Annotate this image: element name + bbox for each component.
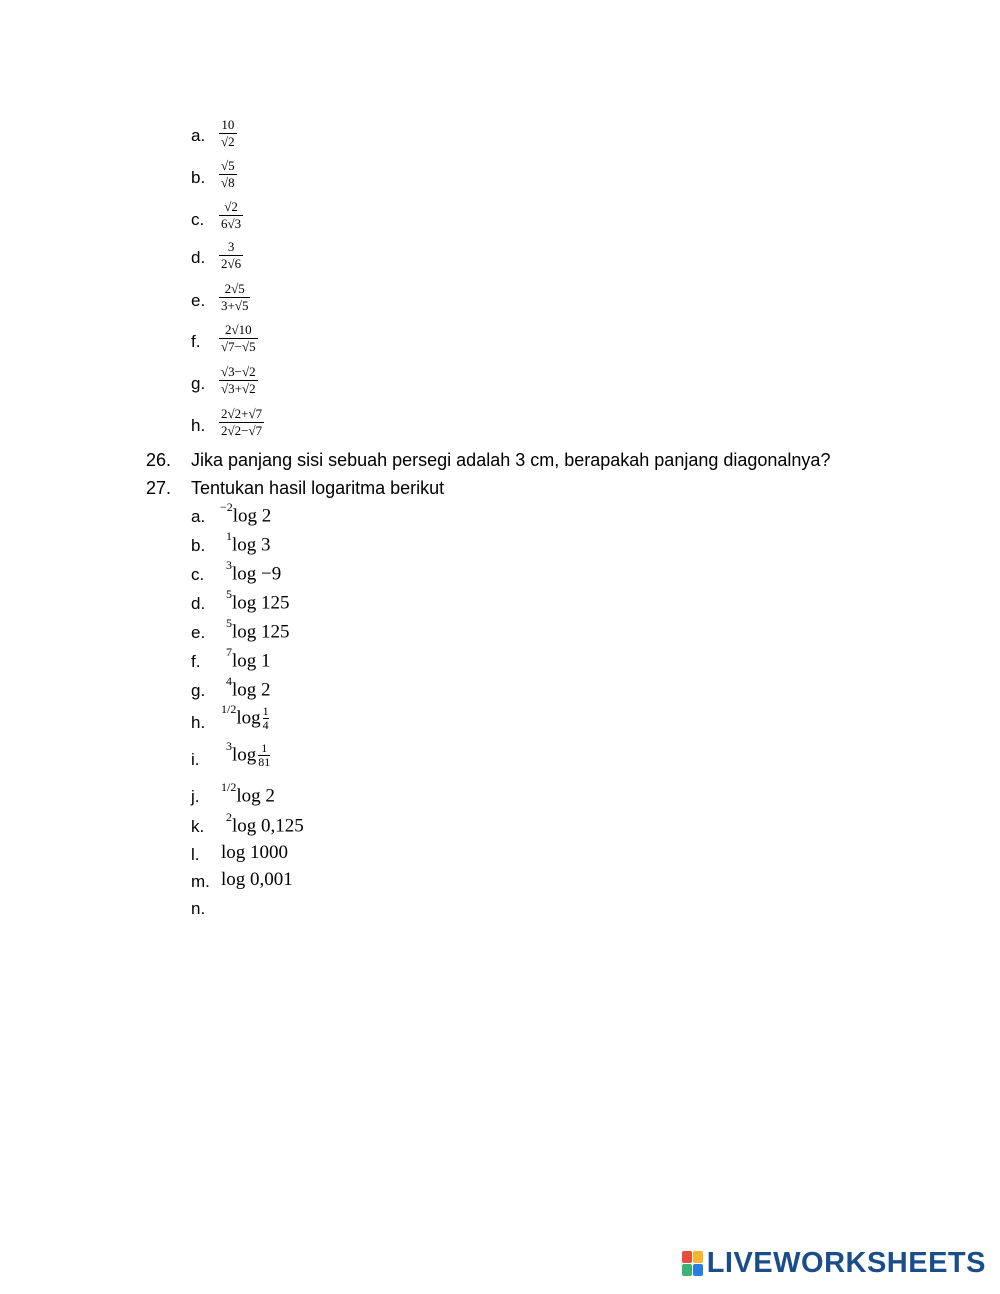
denominator: √7−√5: [221, 339, 256, 354]
item-label: d.: [191, 594, 206, 613]
numerator: 10: [221, 117, 235, 132]
item-label: b.: [191, 536, 206, 555]
numerator: √2: [224, 199, 238, 214]
log-fraction: [258, 742, 270, 769]
log-base: 3: [226, 558, 232, 572]
log-argument: log 125: [232, 592, 290, 614]
log-fraction: [263, 705, 269, 732]
fraction: [219, 365, 258, 396]
log-expression: [220, 500, 272, 527]
numerator: √3−√2: [221, 364, 256, 379]
log-expression: [226, 674, 271, 701]
question-text: Tentukan hasil logaritma berikut: [191, 478, 445, 498]
item-label: h.: [191, 713, 206, 732]
log-base: 1/2: [221, 702, 237, 716]
logo-text: LIVEWORKSHEETS: [706, 1247, 986, 1279]
log-argument: log 0,001: [221, 869, 293, 890]
fraction: [219, 282, 250, 313]
question-number: 26.: [146, 450, 172, 470]
item-label: i.: [191, 750, 200, 769]
numerator: 2√2+√7: [221, 406, 263, 421]
denominator: √8: [221, 175, 235, 190]
fraction: [219, 200, 243, 231]
numerator: 3: [227, 239, 235, 254]
denominator: √3+√2: [221, 381, 256, 396]
log-argument: log 2: [232, 505, 272, 527]
item-label: d.: [191, 248, 206, 267]
logo-block: [693, 1264, 703, 1276]
denominator: 3+√5: [221, 298, 249, 313]
item-label: n.: [191, 899, 206, 918]
fraction: [219, 323, 258, 354]
item-label: k.: [191, 817, 205, 836]
numerator: 1: [262, 704, 269, 719]
denominator: 2√6: [221, 256, 242, 271]
numerator: 2√5: [224, 281, 245, 296]
log-base: 4: [226, 674, 232, 688]
item-label: a.: [191, 507, 206, 526]
numerator: 1: [261, 741, 268, 756]
item-label: c.: [191, 565, 205, 584]
log-base: 7: [226, 645, 232, 659]
logo-icon: [682, 1251, 703, 1276]
question-number: 27.: [146, 478, 172, 498]
log-argument: log 2: [232, 679, 271, 701]
fraction: [219, 407, 264, 438]
log-base: 5: [226, 587, 232, 601]
fraction: [219, 240, 243, 271]
numerator: √5: [221, 158, 235, 173]
logo-block: [682, 1264, 692, 1276]
log-base: 3: [226, 739, 232, 753]
item-label: g.: [191, 681, 206, 700]
denominator: 2√2−√7: [221, 423, 263, 438]
item-label: c.: [191, 210, 205, 229]
denominator: √2: [221, 134, 235, 149]
log-base: 5: [226, 616, 232, 630]
item-label: l.: [191, 845, 200, 864]
logo-block: [682, 1251, 692, 1263]
log-argument: log: [232, 744, 257, 766]
item-label: h.: [191, 416, 206, 435]
liveworksheets-logo: [682, 1247, 986, 1280]
log-expression: [221, 842, 288, 864]
log-base: −2: [220, 500, 233, 514]
item-label: f.: [191, 332, 201, 351]
denominator: 6√3: [221, 216, 242, 231]
item-label: e.: [191, 623, 206, 642]
item-label: b.: [191, 168, 206, 187]
log-argument: log: [236, 707, 261, 729]
fraction: [219, 159, 237, 190]
question-text: Jika panjang sisi sebuah persegi adalah 3 cm, berapakah panjang diagonalnya?: [191, 450, 831, 470]
log-expression: [226, 558, 282, 585]
log-argument: log 125: [232, 621, 290, 643]
log-argument: log 1: [232, 650, 271, 672]
logo-block: [693, 1251, 703, 1263]
log-expression: [221, 780, 275, 807]
item-label: e.: [191, 291, 206, 310]
log-base: 2: [226, 810, 232, 824]
log-expression: [221, 702, 269, 733]
item-label: g.: [191, 374, 206, 393]
log-argument: log 0,125: [232, 815, 304, 837]
log-expression: [226, 616, 290, 643]
log-expression: [226, 587, 290, 614]
log-expression: [226, 810, 304, 837]
log-argument: log −9: [232, 563, 282, 585]
log-argument: log 3: [232, 534, 271, 556]
fraction: [219, 118, 237, 149]
item-label: j.: [191, 787, 200, 806]
log-expression: [221, 869, 293, 891]
item-label: f.: [191, 652, 201, 671]
item-label: m.: [191, 872, 210, 891]
log-base: 1/2: [221, 780, 237, 794]
log-expression: [226, 529, 271, 556]
denominator: 4: [262, 718, 269, 733]
item-label: a.: [191, 126, 206, 145]
log-argument: log 2: [236, 785, 275, 807]
log-expression: [226, 645, 271, 672]
log-argument: log 1000: [221, 842, 289, 863]
log-expression: [226, 739, 271, 770]
log-base: 1: [226, 529, 232, 543]
denominator: 81: [258, 755, 271, 770]
numerator: 2√10: [224, 322, 252, 337]
